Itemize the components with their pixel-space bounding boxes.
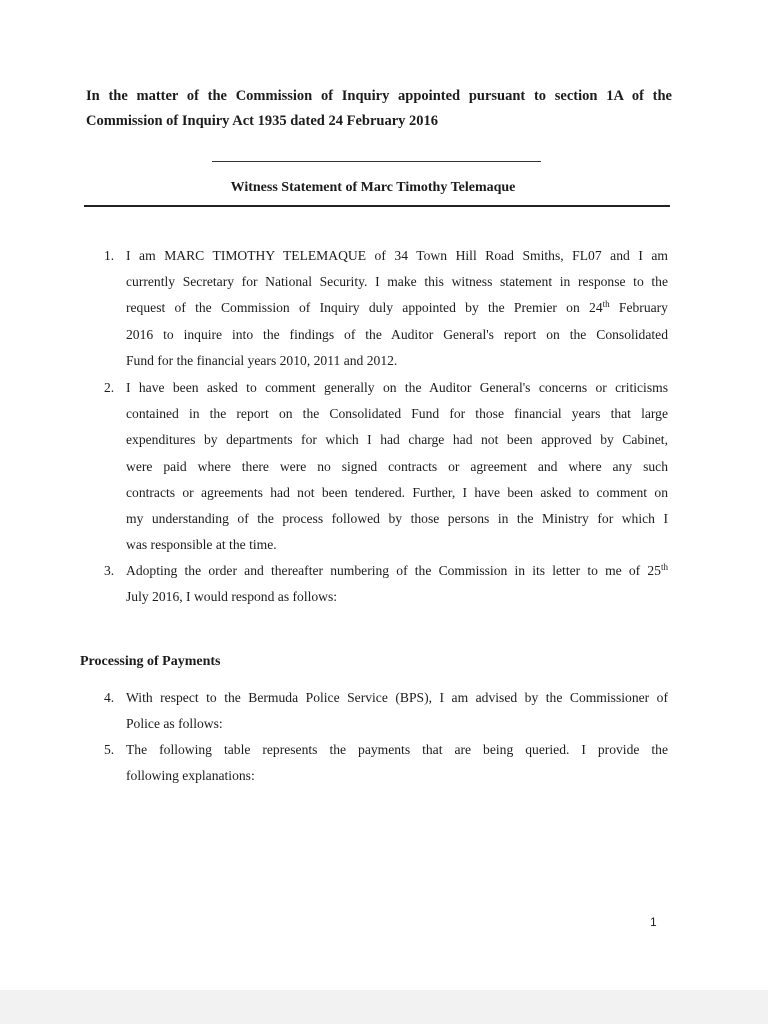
text-line: were paid where there were no signed contracts or agreement and where any such (126, 458, 668, 474)
ordinal-suffix: th (602, 299, 610, 310)
paragraph-text (126, 375, 668, 558)
paragraph-number: 4. (104, 690, 115, 705)
text-line: 2016 to inquire into the findings of the Auditor General's report on the Consolidated (126, 326, 668, 342)
text-line: currently Secretary for National Security. I make this witness statement in response to the (126, 274, 668, 290)
text-line: my understanding of the process followed by those persons in the Ministry for which I (126, 511, 668, 527)
text-fragment: February (618, 300, 668, 316)
paragraph-text (126, 558, 668, 610)
text-line: July 2016, I would respond as follows: (126, 589, 338, 605)
paragraph-number: 2. (104, 380, 115, 395)
paragraph-4 (104, 685, 668, 737)
heading-line: In the matter of the Commission of Inquiry appointed pursuant to section 1A of the (86, 88, 672, 104)
text-line: The following table represents the payments that are being queried. I provide the (126, 742, 668, 757)
text-line (126, 558, 668, 584)
text-line: I am MARC TIMOTHY TELEMAQUE of 34 Town Hill Road Smiths, FL07 and I am (126, 248, 668, 263)
document-heading (86, 84, 672, 134)
paragraph-number: 1. (104, 248, 115, 263)
text-line: contracts or agreements had not been tendered. Further, I have been asked to comment on (126, 484, 668, 500)
ordinal-suffix: th (660, 562, 668, 572)
text-line: following explanations: (126, 768, 255, 784)
paragraph-number: 3. (104, 563, 115, 578)
text-line: contained in the report on the Consolidated Fund for those financial years that large (126, 406, 668, 422)
paragraph-5 (104, 737, 668, 789)
paragraph-2 (104, 375, 668, 558)
text-line: expenditures by departments for which I had charge had not been approved by Cabinet, (126, 432, 668, 448)
paragraph-text (126, 685, 668, 737)
text-line: I have been asked to comment generally on the Auditor General's concerns or criticisms (126, 380, 668, 395)
text-line: Fund for the financial years 2010, 2011 and 2012. (126, 352, 398, 368)
paragraph-1 (104, 243, 668, 374)
long-divider (84, 205, 670, 207)
short-divider (212, 161, 541, 162)
paragraph-number: 5. (104, 742, 115, 757)
statement-title: Witness Statement of Marc Timothy Telemaque (230, 180, 516, 195)
heading-line: Commission of Inquiry Act 1935 dated 24 February 2016 (86, 113, 439, 129)
section-title: Processing of Payments (80, 654, 221, 669)
paragraph-text (126, 243, 668, 374)
text-fragment: Adopting the order and thereafter numbering of the Commission in its letter to me of 25 (126, 563, 661, 578)
text-line: was responsible at the time. (126, 537, 277, 553)
page-number: 1 (650, 915, 657, 929)
paragraph-3 (104, 558, 668, 610)
paragraph-text (126, 737, 668, 789)
text-fragment: request of the Commission of Inquiry duly appointed by the Premier on 24 (126, 300, 603, 316)
text-line: With respect to the Bermuda Police Service (BPS), I am advised by the Commissioner of (126, 690, 668, 705)
text-line (126, 295, 668, 321)
text-line: Police as follows: (126, 716, 223, 732)
